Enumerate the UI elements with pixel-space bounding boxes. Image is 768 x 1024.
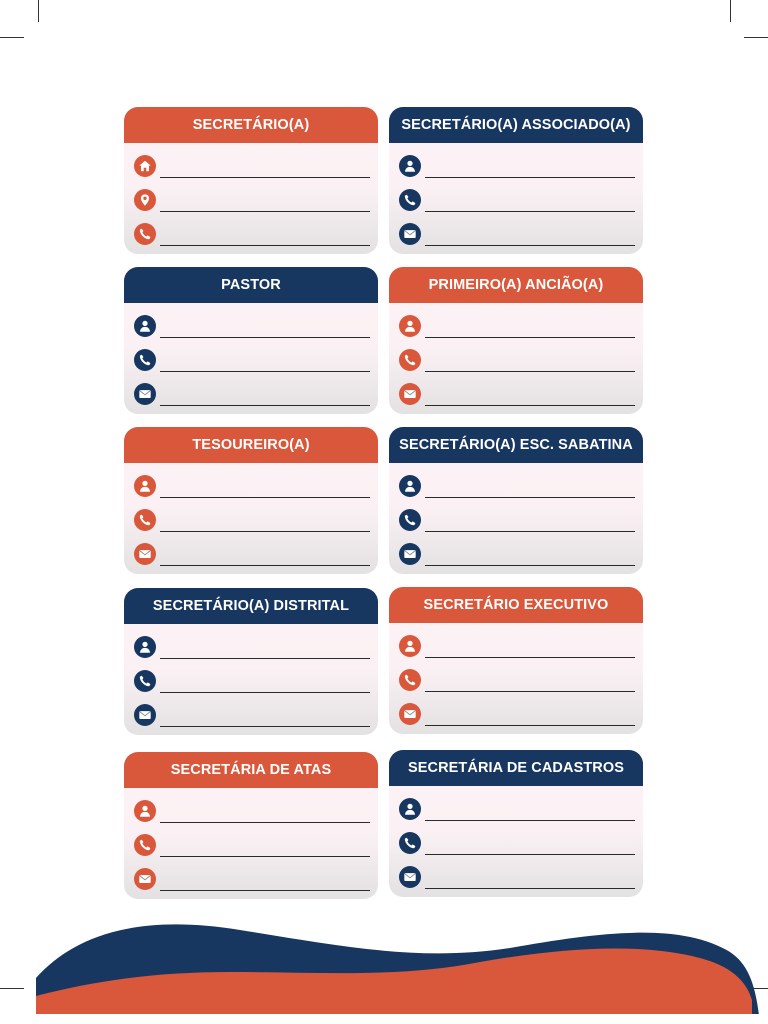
contact-field-row xyxy=(389,309,643,343)
contact-field-row xyxy=(389,503,643,537)
person-icon xyxy=(134,636,156,658)
contact-card xyxy=(389,267,643,414)
write-in-line xyxy=(160,636,370,659)
contact-field-row xyxy=(124,309,378,343)
contact-field-row xyxy=(124,698,378,732)
card-title: SECRETÁRIO EXECUTIVO xyxy=(389,587,643,623)
write-in-line xyxy=(160,868,370,891)
card-title: SECRETÁRIO(A) ESC. SABATINA xyxy=(389,427,643,463)
contact-field-row xyxy=(389,792,643,826)
write-in-line xyxy=(160,349,370,372)
person-icon xyxy=(399,155,421,177)
write-in-line xyxy=(425,866,635,889)
card-title: SECRETÁRIA DE CADASTROS xyxy=(389,750,643,786)
write-in-line xyxy=(425,635,635,658)
person-icon xyxy=(399,315,421,337)
mail-icon xyxy=(399,866,421,888)
write-in-line xyxy=(160,800,370,823)
contact-field-row xyxy=(124,217,378,251)
contact-field-row xyxy=(124,828,378,862)
contact-field-row xyxy=(124,377,378,411)
mail-icon xyxy=(134,868,156,890)
mail-icon xyxy=(399,223,421,245)
write-in-line xyxy=(425,315,635,338)
write-in-line xyxy=(425,383,635,406)
write-in-line xyxy=(425,475,635,498)
contact-card xyxy=(124,267,378,414)
contact-field-row xyxy=(389,377,643,411)
location-pin-icon xyxy=(134,189,156,211)
crop-mark xyxy=(744,37,768,38)
contact-field-row xyxy=(389,343,643,377)
phone-icon xyxy=(399,189,421,211)
home-icon xyxy=(134,155,156,177)
contact-card xyxy=(389,107,643,254)
phone-icon xyxy=(399,669,421,691)
write-in-line xyxy=(425,223,635,246)
write-in-line xyxy=(160,834,370,857)
person-icon xyxy=(399,635,421,657)
person-icon xyxy=(399,798,421,820)
contact-field-row xyxy=(124,149,378,183)
mail-icon xyxy=(134,543,156,565)
person-icon xyxy=(134,800,156,822)
contact-field-row xyxy=(389,663,643,697)
mail-icon xyxy=(399,543,421,565)
mail-icon xyxy=(134,383,156,405)
contact-field-row xyxy=(389,149,643,183)
person-icon xyxy=(399,475,421,497)
contact-field-row xyxy=(389,697,643,731)
contact-field-row xyxy=(124,343,378,377)
phone-icon xyxy=(134,223,156,245)
write-in-line xyxy=(425,703,635,726)
write-in-line xyxy=(160,189,370,212)
contact-field-row xyxy=(389,217,643,251)
contact-field-row xyxy=(124,537,378,571)
contact-field-row xyxy=(124,862,378,896)
crop-mark xyxy=(38,0,39,22)
phone-icon xyxy=(134,670,156,692)
contact-field-row xyxy=(124,503,378,537)
contact-field-row xyxy=(389,826,643,860)
mail-icon xyxy=(399,383,421,405)
write-in-line xyxy=(160,383,370,406)
mail-icon xyxy=(399,703,421,725)
contact-card xyxy=(389,750,643,897)
write-in-line xyxy=(425,543,635,566)
phone-icon xyxy=(399,349,421,371)
card-title: SECRETÁRIA DE ATAS xyxy=(124,752,378,788)
write-in-line xyxy=(160,704,370,727)
contact-field-row xyxy=(389,860,643,894)
contact-field-row xyxy=(124,469,378,503)
write-in-line xyxy=(160,315,370,338)
contact-card xyxy=(124,588,378,735)
write-in-line xyxy=(160,475,370,498)
page-number: 1 xyxy=(380,934,388,949)
footer-wave xyxy=(0,900,768,1024)
write-in-line xyxy=(425,189,635,212)
contact-card xyxy=(124,107,378,254)
crop-mark xyxy=(0,37,24,38)
phone-icon xyxy=(134,509,156,531)
write-in-line xyxy=(160,509,370,532)
contact-field-row xyxy=(124,664,378,698)
contact-field-row xyxy=(389,469,643,503)
card-title: SECRETÁRIO(A) DISTRITAL xyxy=(124,588,378,624)
contact-field-row xyxy=(389,629,643,663)
phone-icon xyxy=(399,832,421,854)
write-in-line xyxy=(160,543,370,566)
write-in-line xyxy=(160,223,370,246)
card-title: PASTOR xyxy=(124,267,378,303)
person-icon xyxy=(134,315,156,337)
write-in-line xyxy=(160,670,370,693)
write-in-line xyxy=(425,509,635,532)
contact-field-row xyxy=(124,630,378,664)
card-title: PRIMEIRO(A) ANCIÃO(A) xyxy=(389,267,643,303)
contact-card xyxy=(389,427,643,574)
crop-mark xyxy=(730,0,731,22)
contact-field-row xyxy=(124,794,378,828)
contact-field-row xyxy=(124,183,378,217)
contact-card xyxy=(124,427,378,574)
card-title: SECRETÁRIO(A) xyxy=(124,107,378,143)
phone-icon xyxy=(134,834,156,856)
card-title: TESOUREIRO(A) xyxy=(124,427,378,463)
write-in-line xyxy=(160,155,370,178)
phone-icon xyxy=(134,349,156,371)
person-icon xyxy=(134,475,156,497)
write-in-line xyxy=(425,349,635,372)
card-title: SECRETÁRIO(A) ASSOCIADO(A) xyxy=(389,107,643,143)
mail-icon xyxy=(134,704,156,726)
write-in-line xyxy=(425,155,635,178)
contact-field-row xyxy=(389,537,643,571)
write-in-line xyxy=(425,798,635,821)
write-in-line xyxy=(425,669,635,692)
phone-icon xyxy=(399,509,421,531)
contact-card xyxy=(389,587,643,734)
write-in-line xyxy=(425,832,635,855)
contact-card xyxy=(124,752,378,899)
contact-field-row xyxy=(389,183,643,217)
